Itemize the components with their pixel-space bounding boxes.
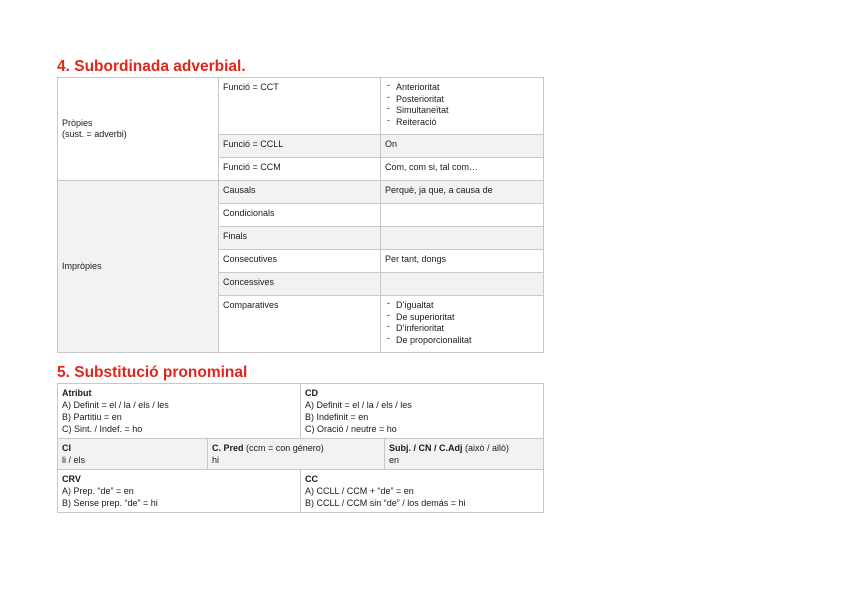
propies-cell <box>58 78 219 181</box>
crv-line: B) Sense prep. “de” = hi <box>62 498 158 508</box>
value-cell <box>381 227 544 250</box>
adverbial-table <box>57 77 544 353</box>
cpred-note: (ccm = con género) <box>243 443 324 453</box>
cd-title: CD <box>305 388 319 398</box>
subj-line: en <box>389 455 400 465</box>
type-cell: Finals <box>219 227 381 250</box>
list-item: - Posterioritat <box>385 94 539 106</box>
list-item: - Reiteració <box>385 117 539 129</box>
cd-line: A) Definit = el / la / els / les <box>305 400 412 410</box>
list-item: - De proporcionalitat <box>385 335 539 347</box>
type-cell: Comparatives <box>219 296 381 353</box>
list-item: - D’inferioritat <box>385 323 539 335</box>
propies-label: Pròpies <box>62 117 93 128</box>
type-cell: Concessives <box>219 273 381 296</box>
ci-cell <box>58 439 208 470</box>
atribut-line: B) Partitiu = en <box>62 412 122 422</box>
table-row <box>58 78 544 135</box>
cd-cell <box>301 384 544 439</box>
value-cell <box>381 273 544 296</box>
atribut-cell <box>58 384 301 439</box>
list-item: - Simultaneïtat <box>385 105 539 117</box>
propies-sublabel: (sust. = adverbi) <box>62 129 127 139</box>
list-item: - Anterioritat <box>385 82 539 94</box>
table-row <box>58 181 544 204</box>
pronominal-table <box>57 383 544 513</box>
cct-list <box>385 82 539 128</box>
crv-title: CRV <box>62 474 81 484</box>
function-cell: Funció = CCT <box>219 78 381 135</box>
crv-line: A) Prep. “de” = en <box>62 486 134 496</box>
comparatives-list <box>385 300 539 346</box>
cc-title: CC <box>305 474 319 484</box>
cc-line: A) CCLL / CCM + “de” = en <box>305 486 414 496</box>
subj-note: (això / allò) <box>462 443 510 453</box>
function-cell: Funció = CCLL <box>219 135 381 158</box>
ci-title: CI <box>62 443 71 453</box>
table-row <box>58 384 544 439</box>
table-row <box>58 470 544 513</box>
value-cell: Com, com si, tal com… <box>381 158 544 181</box>
impropies-cell: Impròpies <box>58 181 219 353</box>
atribut-line: A) Definit = el / la / els / les <box>62 400 169 410</box>
table-row <box>58 439 544 470</box>
value-cell: On <box>381 135 544 158</box>
value-cell: Perquè, ja que, a causa de <box>381 181 544 204</box>
type-cell: Consecutives <box>219 250 381 273</box>
section-4-title: 4. Subordinada adverbial. <box>57 58 246 75</box>
type-cell: Condicionals <box>219 204 381 227</box>
ci-line: li / els <box>62 455 86 465</box>
cct-values-cell <box>381 78 544 135</box>
section-5-title: 5. Substitució pronominal <box>57 364 248 381</box>
crv-cell <box>58 470 301 513</box>
subj-cell <box>385 439 544 470</box>
cd-line: C) Oració / neutre = ho <box>305 424 397 434</box>
value-cell: Per tant, dongs <box>381 250 544 273</box>
cc-line: B) CCLL / CCM sin “de” / los demás = hi <box>305 498 466 508</box>
type-cell: Causals <box>219 181 381 204</box>
cpred-title: C. Pred <box>212 443 244 453</box>
atribut-title: Atribut <box>62 388 92 398</box>
atribut-line: C) Sint. / Indef. = ho <box>62 424 143 434</box>
list-item: - D’igualtat <box>385 300 539 312</box>
subj-title: Subj. / CN / C.Adj <box>389 443 463 453</box>
cpred-line: hi <box>212 455 220 465</box>
cc-cell <box>301 470 544 513</box>
value-cell <box>381 204 544 227</box>
cd-line: B) Indefinit = en <box>305 412 369 422</box>
function-cell: Funció = CCM <box>219 158 381 181</box>
comparatives-values-cell <box>381 296 544 353</box>
list-item: - De superioritat <box>385 312 539 324</box>
cpred-cell <box>208 439 385 470</box>
